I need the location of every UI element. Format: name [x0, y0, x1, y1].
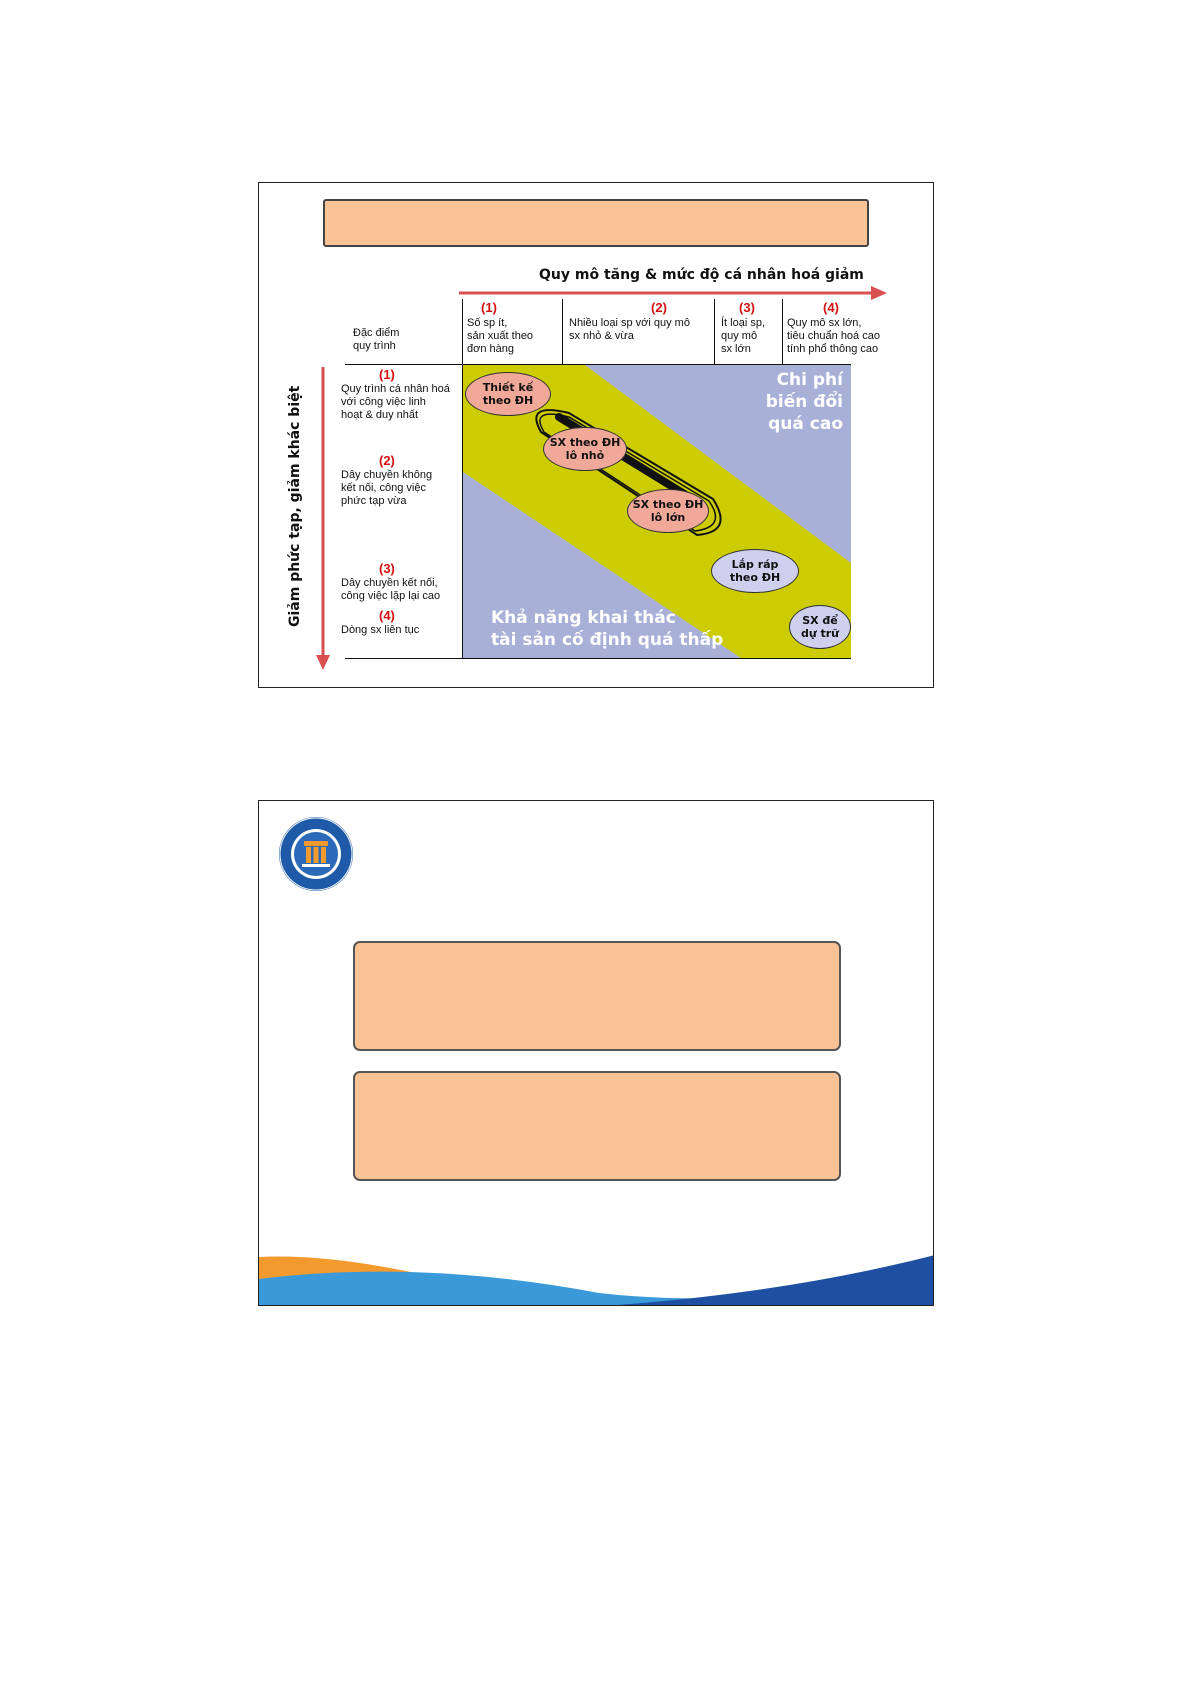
- matrix-corner-header: Đặc điểm quy trình: [353, 327, 400, 352]
- university-seal-icon: [277, 815, 355, 893]
- region-label-high-variable-cost: Chi phí biến đổi quá cao: [765, 370, 843, 434]
- column-3-number: (3): [739, 300, 755, 315]
- column-4-number: (4): [823, 300, 839, 315]
- vertical-axis-title: Giảm phức tạp, giảm khác biệt: [287, 385, 303, 627]
- ellipse-assemble-to-order: Lắp ráp theo ĐH: [711, 549, 799, 593]
- ellipse-mto-large-batch: SX theo ĐH lô lớn: [627, 489, 709, 533]
- row-2-number: (2): [379, 453, 395, 468]
- column-1-text: Số sp ít, sản xuất theo đơn hàng: [467, 317, 534, 355]
- content-box-2: [353, 1071, 841, 1181]
- column-divider-3: [714, 299, 715, 365]
- row-2-text: Dây chuyền không kết nối, công việc phức tạp vừa: [341, 469, 433, 507]
- row-3-number: (3): [379, 561, 395, 576]
- row-3-text: Dây chuyền kết nối, công việc lặp lại cao: [341, 577, 441, 602]
- ellipse-design-to-order: Thiết kế theo ĐH: [465, 372, 551, 416]
- column-1-number: (1): [481, 300, 497, 315]
- ellipse-make-to-stock: SX để dự trữ: [789, 605, 851, 649]
- row-1-number: (1): [379, 367, 395, 382]
- column-divider-1: [462, 299, 463, 365]
- row-4-number: (4): [379, 608, 395, 623]
- region-label-low-asset-utilization: Khả năng khai thác tài sản cố định quá thấp: [491, 608, 724, 650]
- ellipse-mto-small-batch: SX theo ĐH lô nhỏ: [543, 427, 627, 471]
- row-4-text: Dòng sx liên tục: [341, 624, 420, 636]
- column-2-number: (2): [651, 300, 667, 315]
- column-3-text: Ít loại sp, quy mô sx lớn: [721, 317, 766, 355]
- slide-title-box: [323, 199, 869, 247]
- slide-two: [258, 800, 934, 1306]
- row-1-text: Quy trình cá nhân hoá với công việc linh hoạt & duy nhất: [341, 383, 450, 421]
- column-divider-2: [562, 299, 563, 365]
- content-box-1: [353, 941, 841, 1051]
- horizontal-axis-arrow: [459, 285, 889, 301]
- horizontal-axis-title: Quy mô tăng & mức độ cá nhân hoá giảm: [539, 267, 864, 283]
- footer-wave-decoration: [259, 1249, 934, 1306]
- vertical-axis-arrow: [315, 367, 331, 672]
- column-2-text: Nhiều loại sp với quy mô sx nhỏ & vừa: [569, 317, 690, 342]
- column-4-text: Quy mô sx lớn, tiêu chuẩn hoá cao tính phổ thông cao: [787, 317, 880, 355]
- matrix-bottom-line: [345, 658, 851, 659]
- slide-process-matrix: [258, 182, 934, 688]
- column-divider-4: [782, 299, 783, 365]
